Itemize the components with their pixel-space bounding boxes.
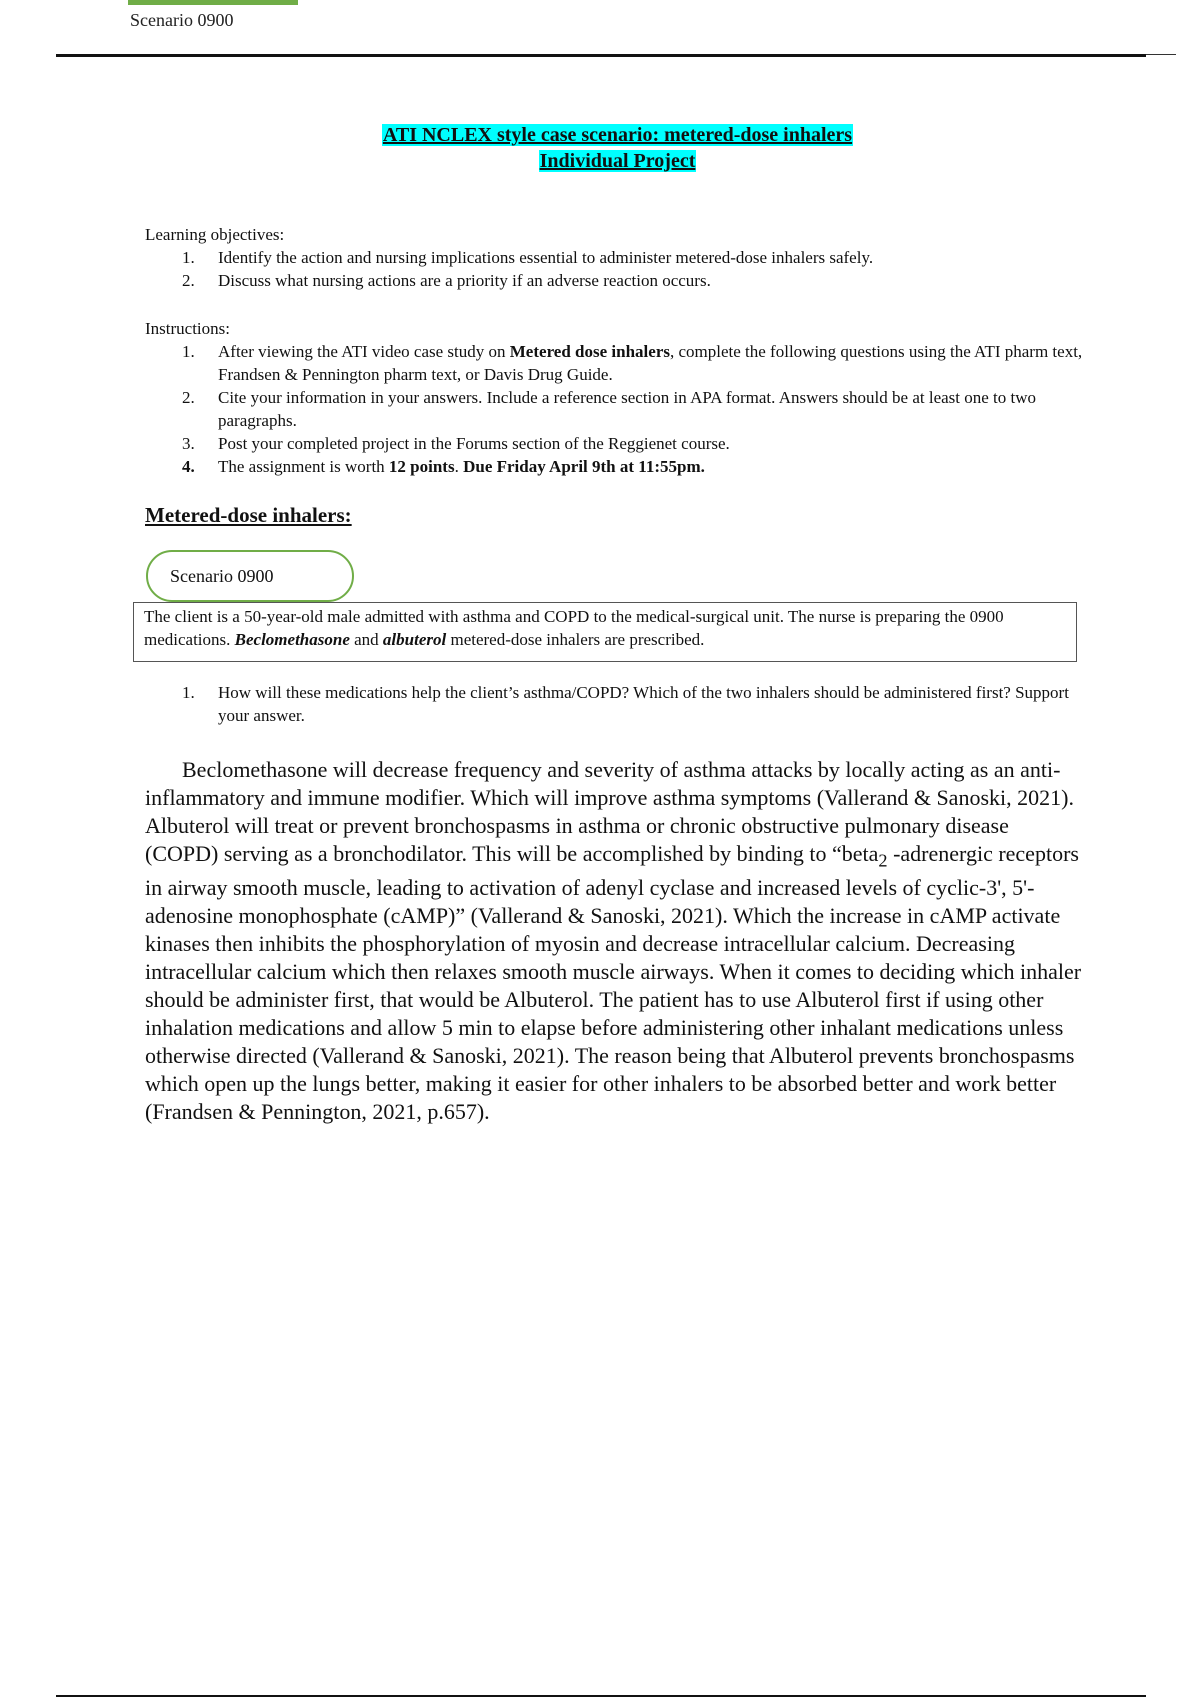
list-text: After viewing the ATI video case study on bbox=[218, 342, 510, 361]
list-text-bold: Due Friday April 9th at 11:55pm. bbox=[463, 457, 705, 476]
section-heading: Metered-dose inhalers: bbox=[145, 503, 352, 527]
list-number: 4. bbox=[182, 457, 195, 476]
list-number: 2. bbox=[182, 271, 195, 290]
list-item bbox=[145, 455, 1085, 478]
header-divider-tail bbox=[1146, 54, 1176, 55]
question-text: How will these medications help the client’s asthma/COPD? Which of the two inhalers should be administered first? Support your answer. bbox=[218, 683, 1069, 725]
list-number: 3. bbox=[182, 434, 195, 453]
subscript: 2 bbox=[878, 850, 888, 871]
instructions bbox=[145, 317, 1085, 478]
instructions-heading: Instructions: bbox=[145, 319, 230, 338]
list-text: Cite your information in your answers. Include a reference section in APA format. Answers should be at least one to two paragraphs. bbox=[218, 388, 1037, 430]
running-header: Scenario 0900 bbox=[130, 10, 234, 30]
scenario-box bbox=[133, 602, 1077, 662]
answer-paragraph bbox=[145, 756, 1085, 1126]
header-divider bbox=[56, 54, 1146, 57]
learning-objectives bbox=[145, 223, 1085, 292]
list-text: Identify the action and nursing implications essential to administer metered-dose inhalers safely. bbox=[218, 248, 874, 267]
list-text: . bbox=[454, 457, 464, 476]
scenario-text: metered-dose inhalers are prescribed. bbox=[446, 630, 705, 649]
list-text-bold: 12 points bbox=[388, 457, 455, 476]
learning-objectives-heading: Learning objectives: bbox=[145, 225, 285, 244]
list-item bbox=[145, 432, 1085, 455]
list-item bbox=[145, 681, 1085, 727]
list-item bbox=[145, 269, 1085, 292]
list-number: 2. bbox=[182, 388, 195, 407]
list-item bbox=[145, 386, 1085, 432]
drug-name: albuterol bbox=[382, 630, 447, 649]
list-text: Discuss what nursing actions are a priority if an adverse reaction occurs. bbox=[218, 271, 711, 290]
drug-name: Beclomethasone bbox=[234, 630, 350, 649]
list-text: Post your completed project in the Forums section of the Reggienet course. bbox=[218, 434, 730, 453]
answer-text: -adrenergic receptors in airway smooth muscle, leading to activation of adenyl cyclase and increased levels of cyclic-3', 5'-adenosine monophosphate (cAMP)” (Vallerand & Sanoski, 2021). Which the increase in cAMP activate kinases then inhibits the phosphorylation of myosin and decrease intracellular calcium. Decreasing intracellular calcium which then relaxes smooth muscle airways. When it comes to deciding which inhaler should be administer first, that would be Albuterol. The patient has to use Albuterol first if using other inhalation medications and allow 5 min to elapse before administering other inhalant medications unless otherwise directed (Vallerand & Sanoski, 2021). The reason being that Albuterol prevents bronchospasms which open up the lungs better, making it easier for other inhalers to be absorbed better and work better (Frandsen & Pennington, 2021, p.657). bbox=[145, 841, 1082, 1125]
scenario-text: The client is a 50-year-old male admitted with asthma and COPD to the medical-surgical unit. The nurse is preparing the 0900 medications. bbox=[144, 607, 1004, 649]
list-number: 1. bbox=[182, 683, 195, 702]
footer-divider bbox=[56, 1695, 1146, 1697]
header-accent-bar bbox=[128, 0, 298, 5]
scenario-text: and bbox=[349, 630, 383, 649]
list-item bbox=[145, 246, 1085, 269]
instructions-list bbox=[145, 340, 1085, 478]
answer-text: Beclomethasone will decrease frequency and severity of asthma attacks by locally acting as an anti-inflammatory and immune modifier. Which will improve asthma symptoms (Vallerand & Sanoski, 2021). Albuterol will treat or prevent bronchospasms in asthma or chronic obstructive pulmonary disease (COPD) serving as a bronchodilator. This will be accomplished by binding to “beta bbox=[145, 757, 1074, 866]
list-text-bold: Metered dose inhalers bbox=[509, 342, 670, 361]
question bbox=[145, 681, 1085, 727]
title-line-2: Individual Project bbox=[539, 150, 696, 172]
list-number: 1. bbox=[182, 248, 195, 267]
scenario-label: Scenario 0900 bbox=[146, 550, 354, 602]
list-text: , complete the following questions using the ATI pharm text, Frandsen & Pennington pharm text, or Davis Drug Guide. bbox=[218, 342, 1083, 384]
list-item bbox=[145, 340, 1085, 386]
question-list bbox=[145, 681, 1085, 727]
list-number: 1. bbox=[182, 342, 195, 361]
list-text: The assignment is worth bbox=[218, 457, 389, 476]
learning-objectives-list bbox=[145, 246, 1085, 292]
title-line-1: ATI NCLEX style case scenario: metered-dose inhalers bbox=[382, 124, 853, 146]
document-title bbox=[0, 122, 1200, 174]
